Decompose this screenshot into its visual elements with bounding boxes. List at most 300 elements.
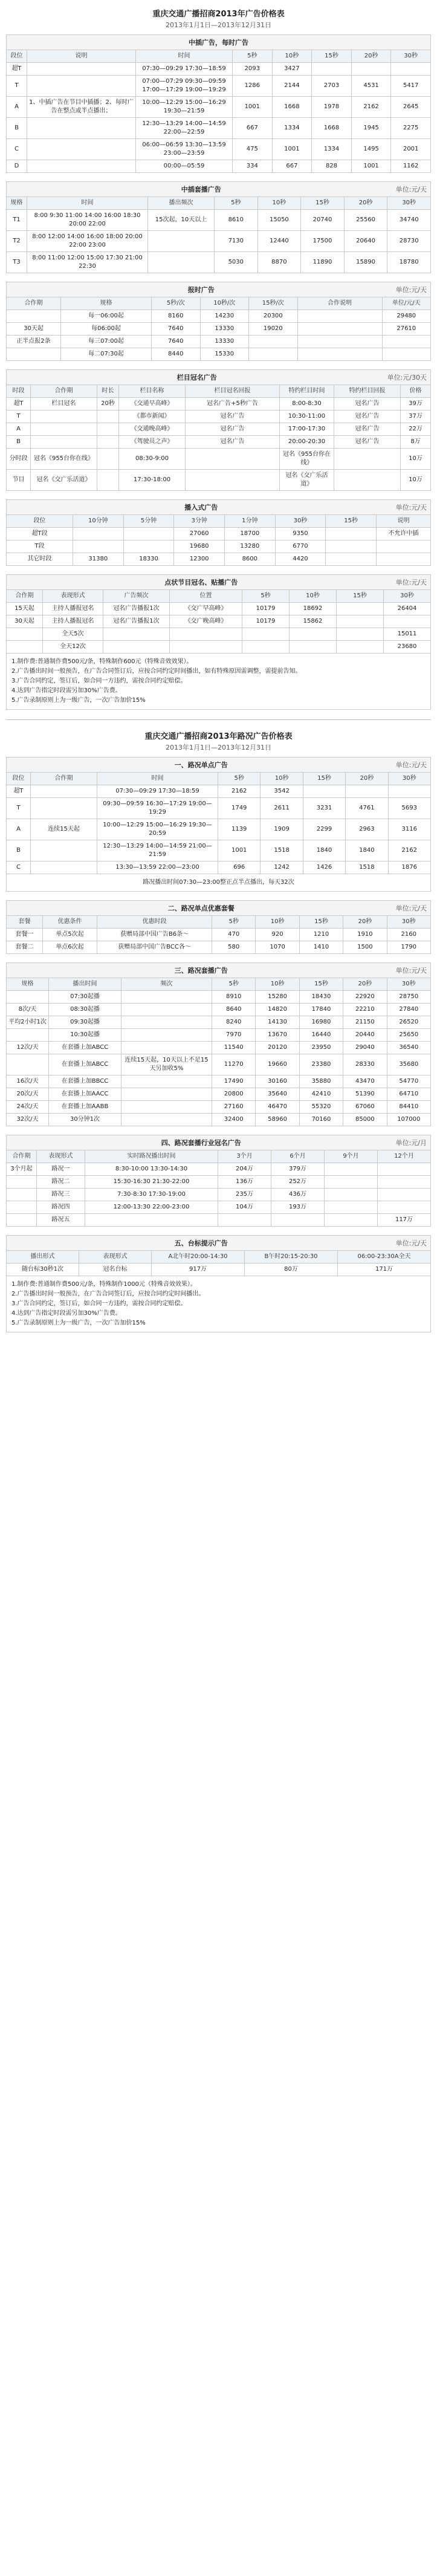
table-cell: 379万 bbox=[271, 1163, 325, 1176]
table-cell: 1910 bbox=[343, 929, 387, 941]
table-cell: 8:00-8:30 bbox=[280, 398, 334, 410]
column-header: 30秒 bbox=[391, 50, 431, 63]
table-cell: 30天起 bbox=[7, 323, 61, 336]
table-cell: 5693 bbox=[388, 798, 430, 819]
table-cell: 1001 bbox=[218, 840, 261, 861]
table-cell: 4420 bbox=[275, 553, 326, 566]
table-cell bbox=[97, 449, 119, 470]
doc2-notes bbox=[6, 1276, 431, 1332]
table-cell: 18430 bbox=[299, 991, 343, 1004]
doc1-date: 2013年1月1日—2013年12月31日 bbox=[166, 21, 271, 29]
unit-label: 单位:元/天 bbox=[395, 761, 427, 769]
table-cell bbox=[121, 1042, 212, 1054]
table-cell: 35680 bbox=[387, 1054, 430, 1075]
table-row bbox=[7, 336, 431, 348]
table-header-row bbox=[7, 773, 431, 785]
table-cell: 23380 bbox=[299, 1054, 343, 1075]
column-header: 规格 bbox=[7, 197, 27, 210]
table-header-row bbox=[7, 1150, 431, 1163]
table-cell: 11890 bbox=[301, 252, 345, 273]
table-cell: 8:00 11:00 12:00 15:00 17:30 21:00 22:30 bbox=[27, 252, 148, 273]
table-cell: 107000 bbox=[387, 1114, 430, 1126]
table-cell: 35640 bbox=[256, 1088, 299, 1101]
unit-label: 单位:元/天 bbox=[395, 186, 427, 193]
table-cell: 13670 bbox=[256, 1029, 299, 1042]
table-body bbox=[7, 603, 431, 654]
section-title bbox=[6, 1135, 431, 1150]
table-cell: 07:30—09:29 17:30—18:59 bbox=[136, 63, 233, 76]
table-cell bbox=[377, 540, 431, 553]
table-row bbox=[7, 1264, 431, 1276]
table-row bbox=[7, 1163, 431, 1176]
table-cell: 3542 bbox=[261, 785, 303, 798]
table-cell bbox=[121, 1075, 212, 1088]
table-cell: 1495 bbox=[351, 139, 391, 160]
table-header-row bbox=[7, 515, 431, 528]
section-title-text: 五、台标提示广告 bbox=[174, 1239, 228, 1247]
column-header: A北午时20:00-14:30 bbox=[152, 1251, 245, 1264]
section-title bbox=[6, 1235, 431, 1250]
table-cell bbox=[325, 1214, 378, 1227]
table-body bbox=[7, 210, 431, 273]
table-cell: 7970 bbox=[212, 1029, 256, 1042]
table-row bbox=[7, 798, 431, 819]
table-cell bbox=[186, 449, 280, 470]
section-title-text: 三、路况套播广告 bbox=[174, 967, 228, 975]
table-cell: 路况三 bbox=[37, 1189, 85, 1201]
table-row bbox=[7, 615, 431, 628]
section-title-text: 栏目冠名广告 bbox=[176, 374, 217, 381]
table-row bbox=[7, 528, 431, 540]
table-cell: 14820 bbox=[256, 1004, 299, 1016]
table-cell: 35880 bbox=[299, 1075, 343, 1088]
table-cell bbox=[103, 641, 170, 654]
table-body bbox=[7, 1163, 431, 1227]
note-line: 1.制作费:普通制作费500元/条，特殊制作1000元（特殊音效效果）。 bbox=[11, 1281, 196, 1288]
column-header: 20秒 bbox=[343, 916, 387, 929]
table-cell: 20次/天 bbox=[7, 1088, 49, 1101]
package-ads-table bbox=[6, 196, 431, 273]
column-header: 栏目冠名回报 bbox=[186, 385, 280, 398]
table-cell: 1909 bbox=[261, 819, 303, 840]
table-cell: 冠名《955台你在线》 bbox=[280, 449, 334, 470]
table-cell: 12:30—13:29 14:00—14:59 21:00—21:59 bbox=[97, 840, 218, 861]
column-header: 表现形式 bbox=[37, 1150, 85, 1163]
table-cell: 冠名广告 bbox=[334, 398, 401, 410]
table-cell: 1286 bbox=[233, 76, 273, 97]
column-header: 位置 bbox=[170, 590, 242, 603]
table-cell: 冠名广告 bbox=[334, 436, 401, 449]
table-cell bbox=[337, 641, 384, 654]
table-cell: 27610 bbox=[382, 323, 431, 336]
table-cell: 12次/天 bbox=[7, 1042, 49, 1054]
unit-label: 单位:元/天 bbox=[395, 967, 427, 975]
table-row bbox=[7, 941, 431, 954]
table-cell bbox=[31, 436, 97, 449]
unit-label: 单位:元/月 bbox=[395, 1139, 427, 1147]
column-header: 频次 bbox=[121, 978, 212, 991]
table-cell: 136万 bbox=[218, 1176, 271, 1189]
table-cell: 冠名广告+5秒广告 bbox=[186, 398, 280, 410]
table-cell: 2162 bbox=[218, 785, 261, 798]
table-header-row bbox=[7, 916, 431, 929]
table-cell: 8160 bbox=[152, 310, 201, 323]
table-cell bbox=[7, 1214, 37, 1227]
section-title-text: 二、路况单点优惠套餐 bbox=[167, 904, 235, 912]
table-cell bbox=[312, 63, 352, 76]
table-cell: 104万 bbox=[218, 1201, 271, 1214]
section-insert-ads bbox=[6, 499, 431, 566]
table-cell: T2 bbox=[7, 231, 27, 252]
section-title-text: 点状节目冠名、贴播广告 bbox=[164, 579, 238, 586]
table-cell: 在套播上加AACC bbox=[49, 1088, 121, 1101]
table-cell: 20440 bbox=[343, 1029, 387, 1042]
note-line: 3.广告合同约定，签订后，如合同一方违约，需按合同约定赔偿。 bbox=[11, 1300, 187, 1307]
table-cell bbox=[27, 63, 136, 76]
table-cell: B bbox=[7, 118, 27, 139]
table-cell: 696 bbox=[218, 861, 261, 874]
logo-ads-table bbox=[6, 1250, 431, 1276]
table-cell: 1668 bbox=[312, 118, 352, 139]
sponsor-ads-table bbox=[6, 589, 431, 654]
note-line: 5.广告录制原则上为一级广告，一次广告加价15% bbox=[11, 697, 146, 704]
table-cell: 1790 bbox=[387, 941, 430, 954]
table-cell: 07:30起播 bbox=[49, 991, 121, 1004]
column-header: 时间 bbox=[97, 773, 218, 785]
table-cell: T3 bbox=[7, 252, 27, 273]
table-cell: 13330 bbox=[200, 336, 249, 348]
table-cell: 1426 bbox=[303, 861, 345, 874]
note-line: 5.广告录制原则上为一级广告，一次广告加价15% bbox=[11, 1320, 146, 1326]
table-cell bbox=[170, 641, 242, 654]
table-cell: 连续15天起，10天以上不足15天另加收5% bbox=[121, 1054, 212, 1075]
table-cell: 2093 bbox=[233, 63, 273, 76]
table-row bbox=[7, 1176, 431, 1189]
table-cell bbox=[7, 1189, 37, 1201]
table-cell: 15280 bbox=[256, 991, 299, 1004]
note-line: 4.达到广告指定时段需另加30%广告费。 bbox=[11, 687, 121, 694]
table-body bbox=[7, 1264, 431, 1276]
table-cell: 17500 bbox=[301, 231, 345, 252]
table-cell: T段 bbox=[7, 540, 73, 553]
unit-label: 单位:元/天 bbox=[395, 504, 427, 511]
table-cell: 07:30—09:29 17:30—18:59 bbox=[97, 785, 218, 798]
note-line: 2.广告播出时间一般预告，在广告合同签订后，应按合同约定时间播出，如有特殊原因需调整，需提前告知。 bbox=[11, 668, 302, 675]
table-cell bbox=[31, 423, 97, 436]
table-cell: 22210 bbox=[343, 1004, 387, 1016]
section-title bbox=[6, 962, 431, 978]
table-row bbox=[7, 118, 431, 139]
table-cell bbox=[27, 118, 136, 139]
table-cell: 获赠局部中国广告BCC各～ bbox=[97, 941, 212, 954]
table-cell: 冠名广告 bbox=[186, 410, 280, 423]
table-row bbox=[7, 929, 431, 941]
table-cell: 1001 bbox=[233, 97, 273, 118]
table-cell: 冠名广告播报1次 bbox=[103, 603, 170, 615]
table-cell: 828 bbox=[312, 160, 352, 173]
table-cell bbox=[97, 470, 119, 491]
table-cell: 19680 bbox=[174, 540, 225, 553]
column-header: 30秒 bbox=[275, 515, 326, 528]
table-cell: 667 bbox=[233, 118, 273, 139]
table-cell: B bbox=[7, 840, 31, 861]
table-cell: 在套播上加ABCC bbox=[49, 1042, 121, 1054]
table-cell: 路况一 bbox=[37, 1163, 85, 1176]
table-cell: 全天5次 bbox=[43, 628, 103, 641]
table-cell: 30天起 bbox=[7, 615, 43, 628]
column-header: 段位 bbox=[7, 773, 31, 785]
table-cell: 平均2小时1次 bbox=[7, 1016, 49, 1029]
table-row bbox=[7, 436, 431, 449]
column-header: 栏目名称 bbox=[119, 385, 186, 398]
table-cell: 1334 bbox=[312, 139, 352, 160]
table-cell bbox=[377, 553, 431, 566]
table-row bbox=[7, 1054, 431, 1075]
table-cell: 冠名《交广乐活道》 bbox=[280, 470, 334, 491]
table-cell: 8610 bbox=[215, 210, 258, 231]
table-cell: B bbox=[7, 436, 31, 449]
section-title bbox=[6, 900, 431, 915]
table-cell: 5030 bbox=[215, 252, 258, 273]
table-cell: 15天起 bbox=[7, 603, 43, 615]
table-cell bbox=[388, 785, 430, 798]
traffic-naming-table bbox=[6, 1150, 431, 1227]
column-header: 段位 bbox=[7, 50, 27, 63]
table-cell: 冠名广告 bbox=[186, 436, 280, 449]
table-cell bbox=[337, 628, 384, 641]
table-cell: 1001 bbox=[272, 139, 312, 160]
column-header: 20秒 bbox=[343, 978, 387, 991]
column-header: 10分钟 bbox=[73, 515, 124, 528]
table-cell: 1668 bbox=[272, 97, 312, 118]
table-cell: 54770 bbox=[387, 1075, 430, 1088]
table-cell bbox=[148, 231, 215, 252]
table-cell: 30160 bbox=[256, 1075, 299, 1088]
table-cell bbox=[297, 348, 382, 361]
table-cell bbox=[297, 336, 382, 348]
table-cell bbox=[337, 615, 384, 628]
table-cell: 475 bbox=[233, 139, 273, 160]
table-cell bbox=[378, 1201, 431, 1214]
table-cell: 在套播上加AABB bbox=[49, 1101, 121, 1114]
table-cell bbox=[249, 348, 298, 361]
table-cell: 20640 bbox=[344, 231, 387, 252]
column-header: 规格 bbox=[7, 978, 49, 991]
column-header: 广告频次 bbox=[103, 590, 170, 603]
table-cell: 204万 bbox=[218, 1163, 271, 1176]
column-header: 15秒 bbox=[299, 916, 343, 929]
column-header: 15秒 bbox=[303, 773, 345, 785]
table-cell: 80万 bbox=[245, 1264, 338, 1276]
unit-label: 单位:元/天 bbox=[395, 579, 427, 586]
table-cell: 1518 bbox=[261, 840, 303, 861]
column-header: 价格 bbox=[401, 385, 431, 398]
table-cell: 2001 bbox=[391, 139, 431, 160]
note-line: 4.达到广告指定时段需另加30%广告费。 bbox=[11, 1310, 121, 1317]
table-cell: 10万 bbox=[401, 470, 431, 491]
table-cell: 18692 bbox=[290, 603, 337, 615]
table-cell: 6770 bbox=[275, 540, 326, 553]
column-header: 播出形式 bbox=[7, 1251, 79, 1264]
table-cell: 冠名广告 bbox=[334, 423, 401, 436]
table-row bbox=[7, 63, 431, 76]
table-row bbox=[7, 410, 431, 423]
table-cell: D bbox=[7, 160, 27, 173]
table-body bbox=[7, 785, 431, 874]
table-cell: 《驾驶员之声》 bbox=[119, 436, 186, 449]
table-row bbox=[7, 991, 431, 1004]
table-cell: 16440 bbox=[299, 1029, 343, 1042]
table-cell bbox=[242, 641, 290, 654]
column-header: 时间 bbox=[136, 50, 233, 63]
table-cell: 26520 bbox=[387, 1016, 430, 1029]
column-header: 5秒/次 bbox=[152, 297, 201, 310]
table-cell: 10:30起播 bbox=[49, 1029, 121, 1042]
table-row bbox=[7, 323, 431, 336]
table-cell: 1、中插广告在节目中插播；2、每时广告在整点或半点播出； bbox=[27, 97, 136, 118]
table-cell: 29480 bbox=[382, 310, 431, 323]
table-cell: 16980 bbox=[299, 1016, 343, 1029]
table-cell: T bbox=[7, 798, 31, 819]
section-title bbox=[6, 369, 431, 384]
table-cell: 全天12次 bbox=[43, 641, 103, 654]
table-cell: C bbox=[7, 861, 31, 874]
column-header: 30秒 bbox=[387, 197, 431, 210]
table-cell: 1840 bbox=[346, 840, 388, 861]
column-header: 时间 bbox=[27, 197, 148, 210]
column-header: 9个月 bbox=[325, 1150, 378, 1163]
table-cell: 随台标30秒1次 bbox=[7, 1264, 79, 1276]
table-cell: 2611 bbox=[261, 798, 303, 819]
table-cell: 06:00—06:59 13:30—13:59 23:00—23:59 bbox=[136, 139, 233, 160]
table-cell: 32次/天 bbox=[7, 1114, 49, 1126]
table-cell: 13280 bbox=[224, 540, 275, 553]
table-cell bbox=[186, 470, 280, 491]
table-cell: 58960 bbox=[256, 1114, 299, 1126]
unit-label: 单位:元/天 bbox=[395, 904, 427, 912]
column-header: 10秒 bbox=[261, 773, 303, 785]
table-header-row bbox=[7, 197, 431, 210]
column-header: 10秒 bbox=[257, 197, 301, 210]
table-cell bbox=[27, 76, 136, 97]
column-header: 30秒 bbox=[387, 916, 430, 929]
table-cell bbox=[351, 63, 391, 76]
naming-ads-table bbox=[6, 384, 431, 491]
table-cell: 主持人播报冠名 bbox=[43, 615, 103, 628]
table-cell bbox=[7, 1176, 37, 1189]
column-header: 表现形式 bbox=[79, 1251, 152, 1264]
table-cell: 15890 bbox=[344, 252, 387, 273]
table-cell bbox=[121, 1101, 212, 1114]
table-cell: 1070 bbox=[256, 941, 299, 954]
traffic-package-table bbox=[6, 978, 431, 1126]
section-divider bbox=[6, 719, 431, 720]
table-cell: 13330 bbox=[200, 323, 249, 336]
table-cell: 16次/天 bbox=[7, 1075, 49, 1088]
timecheck-ads-table bbox=[6, 297, 431, 361]
table-cell: 《交通早高峰》 bbox=[119, 398, 186, 410]
table-cell: 39万 bbox=[401, 398, 431, 410]
column-header: 12个月 bbox=[378, 1150, 431, 1163]
table-row bbox=[7, 97, 431, 118]
table-cell: 每二07:30起 bbox=[61, 348, 152, 361]
column-header: 20秒 bbox=[344, 197, 387, 210]
column-header: 优惠条件 bbox=[43, 916, 97, 929]
table-header-row bbox=[7, 50, 431, 63]
table-row bbox=[7, 398, 431, 410]
table-row bbox=[7, 160, 431, 173]
table-cell: 252万 bbox=[271, 1176, 325, 1189]
table-cell: 193万 bbox=[271, 1201, 325, 1214]
column-header: 说明 bbox=[377, 515, 431, 528]
table-cell: 2162 bbox=[388, 840, 430, 861]
table-row bbox=[7, 139, 431, 160]
column-header: 15秒 bbox=[326, 515, 377, 528]
table-cell bbox=[27, 160, 136, 173]
table-cell: 117万 bbox=[378, 1214, 431, 1227]
table-cell: 8440 bbox=[152, 348, 201, 361]
table-cell: 67060 bbox=[343, 1101, 387, 1114]
section-traffic-single bbox=[6, 757, 431, 892]
column-header: 单位/元/天 bbox=[382, 297, 431, 310]
table-cell bbox=[325, 1189, 378, 1201]
table-cell: 冠名广告播报1次 bbox=[103, 615, 170, 628]
table-row bbox=[7, 1214, 431, 1227]
table-cell: T bbox=[7, 410, 31, 423]
column-header: 特约栏目回报 bbox=[334, 385, 401, 398]
section-sponsor-ads bbox=[6, 574, 431, 710]
table-cell: 28730 bbox=[387, 231, 431, 252]
column-header: 5秒 bbox=[218, 773, 261, 785]
table-body bbox=[7, 398, 431, 491]
column-header: 10秒 bbox=[256, 978, 299, 991]
table-body bbox=[7, 929, 431, 954]
table-cell: 15862 bbox=[290, 615, 337, 628]
column-header: 合作期 bbox=[7, 590, 43, 603]
table-cell: 15330 bbox=[200, 348, 249, 361]
column-header: 5秒 bbox=[215, 197, 258, 210]
time-ads-table bbox=[6, 50, 431, 173]
table-cell: 10万 bbox=[401, 449, 431, 470]
table-cell bbox=[7, 1054, 49, 1075]
section-traffic-naming bbox=[6, 1135, 431, 1227]
column-header: 表现形式 bbox=[43, 590, 103, 603]
table-row bbox=[7, 628, 431, 641]
table-cell: 1210 bbox=[299, 929, 343, 941]
table-cell: 14130 bbox=[256, 1016, 299, 1029]
column-header: 5秒 bbox=[212, 978, 256, 991]
column-header: 说明 bbox=[27, 50, 136, 63]
traffic-discount-table bbox=[6, 915, 431, 954]
table-cell: 1518 bbox=[346, 861, 388, 874]
table-cell: 84410 bbox=[387, 1101, 430, 1114]
table-cell: 55320 bbox=[299, 1101, 343, 1114]
table-cell: 2963 bbox=[346, 819, 388, 840]
table-cell bbox=[103, 628, 170, 641]
table-cell bbox=[242, 628, 290, 641]
unit-label: 单位:元/天 bbox=[395, 286, 427, 294]
table-row bbox=[7, 470, 431, 491]
table-cell bbox=[378, 1163, 431, 1176]
table-row bbox=[7, 1004, 431, 1016]
table-cell bbox=[391, 63, 431, 76]
section-title-text: 中插套播广告 bbox=[181, 186, 221, 193]
table-cell: 1749 bbox=[218, 798, 261, 819]
table-cell bbox=[303, 785, 345, 798]
section-time-ads bbox=[6, 34, 431, 173]
traffic-single-table bbox=[6, 772, 431, 874]
table-cell: 7640 bbox=[152, 336, 201, 348]
